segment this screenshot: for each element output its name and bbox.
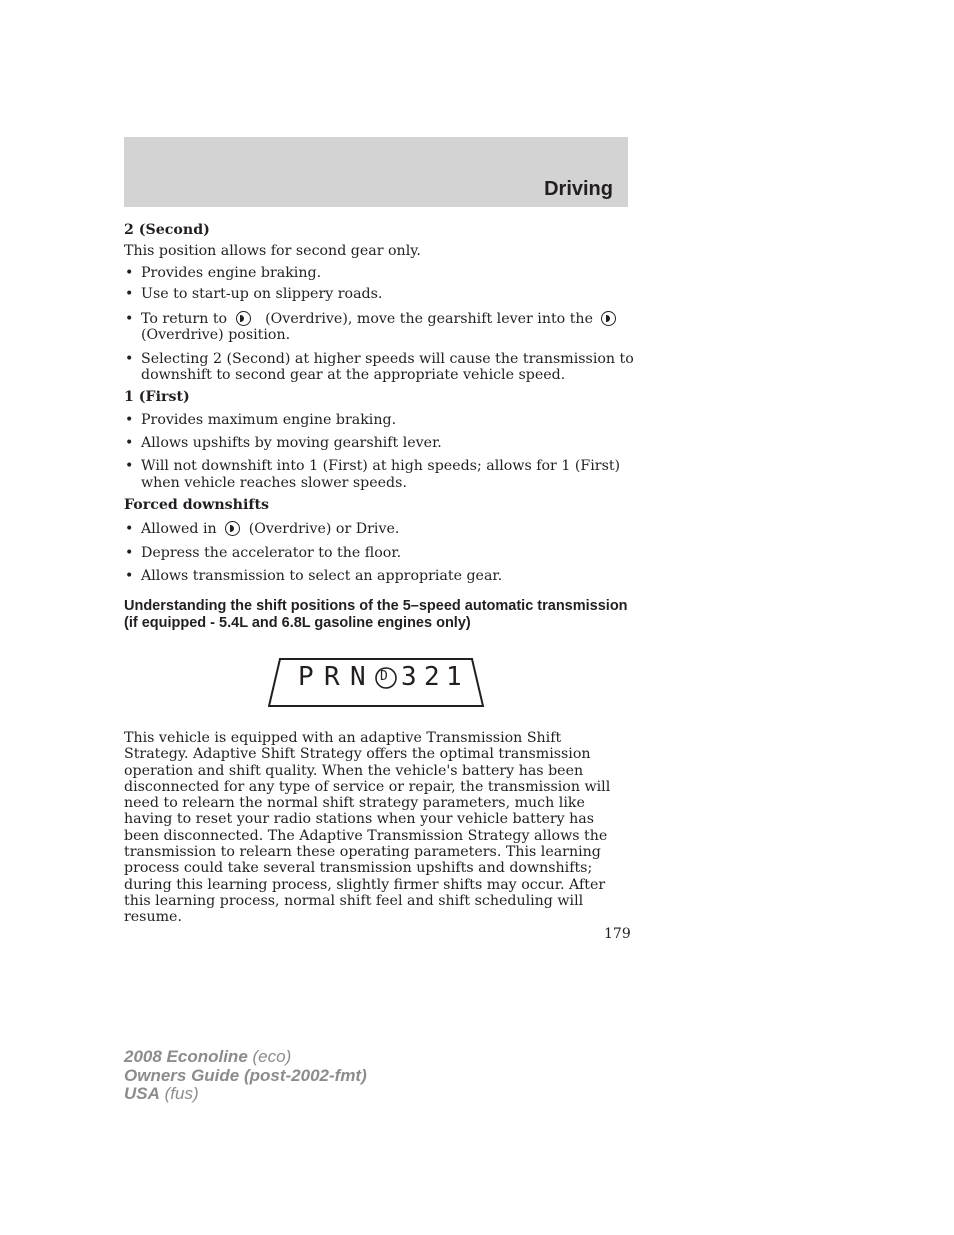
footer-line-3: USA (fus) bbox=[124, 1084, 199, 1103]
chapter-header-bar bbox=[124, 137, 628, 207]
second-list bbox=[124, 265, 634, 384]
gear-label-p: P bbox=[298, 662, 314, 692]
first-heading: 1 (First) bbox=[124, 389, 190, 406]
footer-line-2: Owners Guide (post-2002-fmt) bbox=[124, 1065, 367, 1085]
second-heading: 2 (Second) bbox=[124, 222, 210, 238]
forced-heading: Forced downshifts bbox=[124, 496, 270, 513]
list-item: • Allowed in (Overdrive) or Drive. bbox=[124, 521, 634, 537]
gear-label-2: 2 bbox=[424, 662, 440, 692]
gear-label-3: 3 bbox=[401, 662, 417, 692]
list-item: • Provides engine braking. bbox=[124, 265, 634, 281]
document-footer bbox=[124, 1048, 367, 1104]
list-item: • To return to (Overdrive), move the gearshift lever into the (Overdrive) position. bbox=[124, 311, 634, 344]
gear-label-r: R bbox=[324, 662, 340, 692]
list-item: • Will not downshift into 1 (First) at high speeds; allows for 1 (First) when vehicle reaches slower speeds. bbox=[124, 458, 634, 491]
adaptive-strategy-paragraph: This vehicle is equipped with an adaptive Transmission Shift Strategy. Adaptive Shift Strategy offers the optimal transmission operation and shift quality. When the vehicle's battery has been disconnected for any type of service or repair, the transmission will need to relearn the normal shift strategy parameters, much like having to reset your radio stations when your vehicle battery has been disconnected. The Adaptive Transmission Strategy allows the transmission to relearn these operating parameters. This learning process could take several transmission upshifts and downshifts; during this learning process, slightly firmer shifts may occur. After this learning process, normal shift feel and shift scheduling will resume. bbox=[124, 730, 611, 926]
page-number: 179 bbox=[604, 926, 631, 942]
overdrive-icon bbox=[225, 521, 240, 536]
forced-list bbox=[124, 521, 634, 584]
list-item: • Selecting 2 (Second) at higher speeds will cause the transmission to downshift to second gear at the appropriate vehicle speed. bbox=[124, 351, 634, 384]
list-item: • Use to start-up on slippery roads. bbox=[124, 286, 634, 302]
first-list bbox=[124, 412, 634, 491]
gear-label-1: 1 bbox=[446, 662, 462, 692]
main-content bbox=[124, 220, 634, 631]
list-item: • Allows transmission to select an appropriate gear. bbox=[124, 568, 634, 584]
gear-label-d: D bbox=[380, 669, 388, 684]
list-item: • Provides maximum engine braking. bbox=[124, 412, 634, 428]
chapter-title: Driving bbox=[544, 178, 613, 200]
list-item: • Allows upshifts by moving gearshift lever. bbox=[124, 435, 634, 451]
second-intro: This position allows for second gear only. bbox=[124, 243, 421, 260]
gear-label-n: N bbox=[350, 662, 366, 692]
list-item: • Depress the accelerator to the floor. bbox=[124, 545, 634, 561]
overdrive-icon bbox=[601, 311, 616, 326]
section-title: Understanding the shift positions of the 5–speed automatic transmission (if equipped - 5.4L and 6.8L gasoline engines only) bbox=[124, 598, 628, 631]
footer-line-1: 2008 Econoline (eco) bbox=[124, 1047, 292, 1066]
overdrive-icon bbox=[236, 311, 251, 326]
gear-position-indicator bbox=[268, 658, 486, 712]
